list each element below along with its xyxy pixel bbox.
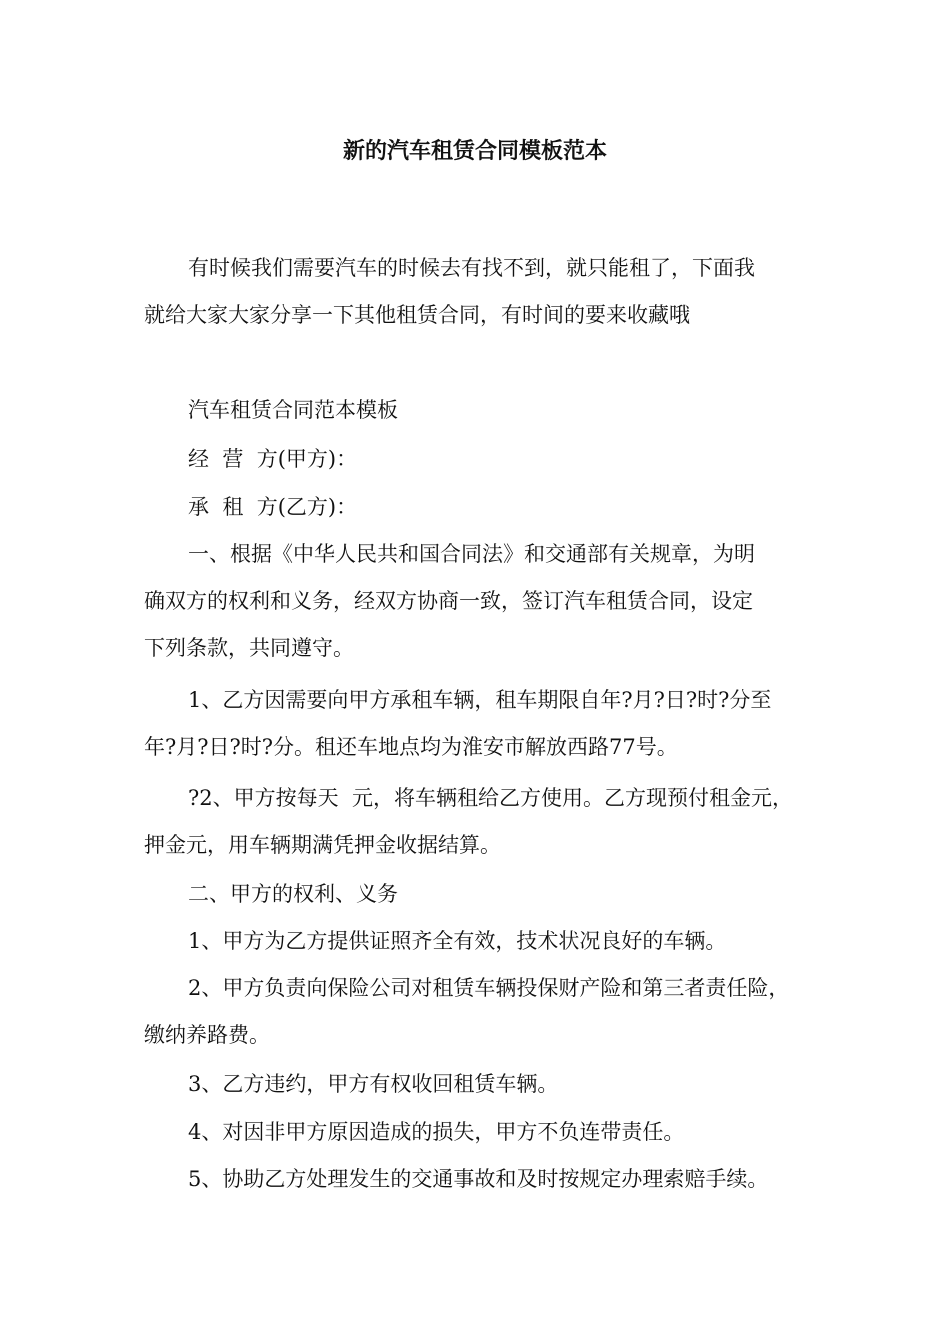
section-two-item-4: [144, 1109, 816, 1156]
text-line: 一、根据《中华人民共和国合同法》和交通部有关规章，为明: [188, 542, 755, 566]
text-line: 经 营 方(甲方)：: [188, 447, 358, 471]
text-line: 1、甲方为乙方提供证照齐全有效，技术状况良好的车辆。: [188, 929, 727, 953]
text-line: 汽车租赁合同范本模板: [188, 398, 398, 422]
text-line: 确双方的权利和义务，经双方协商一致，签订汽车租赁合同，设定: [144, 589, 753, 613]
text-line: 有时候我们需要汽车的时候去有找不到，就只能租了，下面我: [188, 256, 755, 280]
text-line: 二、甲方的权利、义务: [188, 882, 398, 906]
text-line: 3、乙方违约，甲方有权收回租赁车辆。: [188, 1072, 559, 1096]
section-two-item-5: [144, 1156, 816, 1203]
party-b-line: [144, 484, 816, 531]
text-line: 缴纳养路费。: [144, 1023, 270, 1047]
text-line: 1、乙方因需要向甲方承租车辆，租车期限自年?月?日?时?分至: [188, 688, 772, 712]
section-two-item-1: [144, 918, 816, 965]
section-two-heading: [144, 871, 816, 918]
text-line: 5、协助乙方处理发生的交通事故和及时按规定办理索赔手续。: [188, 1167, 769, 1191]
document-title: 新的汽车租赁合同模板范本: [342, 139, 607, 164]
intro-paragraph: [144, 245, 816, 339]
item-two-paragraph: [144, 775, 816, 869]
text-line: 4、对因非甲方原因造成的损失，甲方不负连带责任。: [188, 1120, 685, 1144]
section-two-item-2: [144, 965, 816, 1059]
item-one-paragraph: [144, 677, 816, 771]
section-two-item-3: [144, 1061, 816, 1108]
text-line: 下列条款，共同遵守。: [144, 636, 354, 660]
text-line: 押金元，用车辆期满凭押金收据结算。: [144, 833, 501, 857]
text-line: 2、甲方负责向保险公司对租赁车辆投保财产险和第三者责任险，: [188, 976, 790, 1000]
contract-subtitle: [144, 387, 816, 434]
section-one-paragraph: [144, 531, 816, 672]
text-line: 承 租 方(乙方)：: [188, 495, 358, 519]
text-line: ?2、甲方按每天 元，将车辆租给乙方使用。乙方现预付租金元，: [188, 786, 793, 810]
party-a-line: [144, 436, 816, 483]
text-line: 就给大家大家分享一下其他租赁合同，有时间的要来收藏哦: [144, 303, 690, 327]
text-line: 年?月?日?时?分。租还车地点均为淮安市解放西路77号。: [144, 735, 678, 759]
